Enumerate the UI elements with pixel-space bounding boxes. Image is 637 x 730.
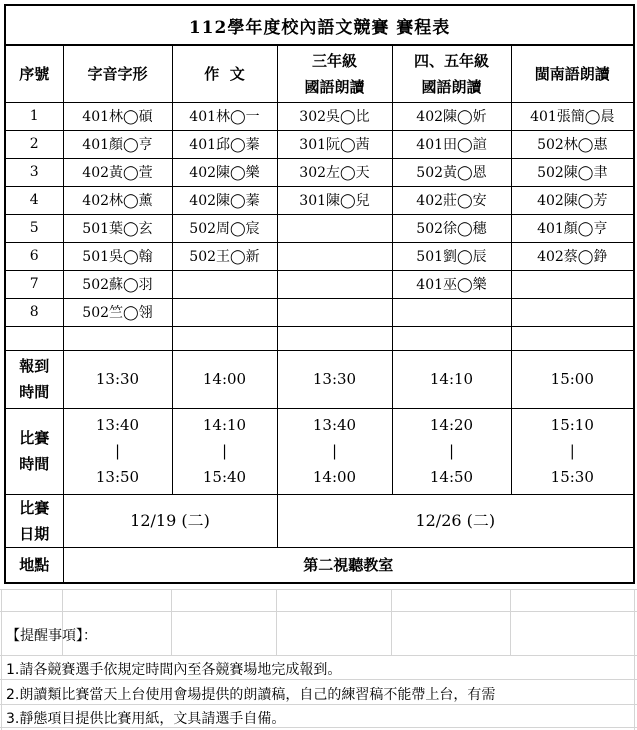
table-cell[interactable]: 401邱◯蓁	[172, 130, 277, 158]
gridline	[0, 704, 637, 705]
gridline	[0, 679, 637, 680]
sheet-title[interactable]: 112學年度校內語文競賽 賽程表	[5, 5, 634, 45]
table-cell[interactable]	[277, 298, 392, 326]
table-cell[interactable]: 502蘇◯羽	[63, 270, 172, 298]
gridline	[0, 589, 637, 590]
table-row	[5, 298, 634, 326]
header-col-grade3-line2: 國語朗讀	[304, 77, 365, 96]
gridline	[634, 589, 635, 730]
table-cell[interactable]	[277, 326, 392, 350]
row-number[interactable]: 8	[5, 298, 63, 326]
table-cell[interactable]: 401張簡◯晨	[511, 102, 634, 130]
venue-label-cell[interactable]	[5, 547, 63, 583]
table-row	[5, 102, 634, 130]
venue-label: 地點	[19, 555, 50, 574]
note-item[interactable]: 1.請各競賽選手依規定時間內至各競賽場地完成報到。	[6, 662, 342, 678]
table-cell[interactable]: 502竺◯翎	[63, 298, 172, 326]
table-cell[interactable]: 402陳◯蓁	[172, 186, 277, 214]
table-cell[interactable]	[5, 326, 63, 350]
header-col-zhuyin-label: 字音字形	[87, 64, 148, 83]
table-cell[interactable]	[511, 326, 634, 350]
header-col-essay[interactable]	[172, 45, 277, 102]
table-cell[interactable]: 402蔡◯錚	[511, 242, 634, 270]
table-cell[interactable]: 501葉◯玄	[63, 214, 172, 242]
note-item[interactable]: 2.朗讀類比賽當天上台使用會場提供的朗讀稿，自己的練習稿不能帶上台，有需	[6, 687, 496, 703]
report-time-cell[interactable]: 13:30	[277, 350, 392, 408]
table-cell[interactable]: 401林◯一	[172, 102, 277, 130]
gridline	[391, 589, 392, 655]
row-number[interactable]: 7	[5, 270, 63, 298]
header-seq-label: 序號	[19, 64, 50, 83]
table-cell[interactable]: 502徐◯穗	[392, 214, 511, 242]
header-col-essay-label: 作 文	[204, 64, 245, 83]
report-time-label-line1: 報到	[19, 357, 50, 375]
header-col-grade45-reading[interactable]	[392, 45, 511, 102]
match-start-time: 14:10	[202, 416, 247, 434]
match-end-time: 14:00	[312, 468, 357, 486]
time-separator: |	[569, 442, 575, 460]
note-item[interactable]: 3.靜態項目提供比賽用紙，文具請選手自備。	[6, 711, 286, 727]
header-col-grade3-line1: 三年級	[311, 51, 357, 70]
match-time-cell[interactable]	[392, 408, 511, 494]
gridline	[510, 589, 511, 655]
match-time-row	[5, 408, 634, 494]
header-col-grade3-reading[interactable]	[277, 45, 392, 102]
gridline	[276, 589, 277, 655]
table-cell[interactable]: 502陳◯聿	[511, 158, 634, 186]
header-seq[interactable]	[5, 45, 63, 102]
match-start-time: 13:40	[312, 416, 357, 434]
table-cell[interactable]: 502林◯惠	[511, 130, 634, 158]
report-time-row	[5, 350, 634, 408]
row-number[interactable]: 2	[5, 130, 63, 158]
table-cell[interactable]: 401顏◯亨	[63, 130, 172, 158]
row-number[interactable]: 4	[5, 186, 63, 214]
match-time-cell[interactable]	[63, 408, 172, 494]
table-cell[interactable]	[63, 326, 172, 350]
venue-row	[5, 547, 634, 583]
match-time-cell[interactable]	[172, 408, 277, 494]
gridline	[1, 589, 2, 730]
report-time-cell[interactable]: 13:30	[63, 350, 172, 408]
match-start-time: 15:10	[550, 416, 594, 434]
time-separator: |	[114, 442, 121, 460]
header-col-zhuyin[interactable]	[63, 45, 172, 102]
table-row	[5, 242, 634, 270]
table-cell[interactable]: 402莊◯安	[392, 186, 511, 214]
match-date-label-line2: 日期	[19, 524, 50, 543]
report-time-cell[interactable]: 15:00	[511, 350, 634, 408]
time-separator: |	[448, 442, 455, 460]
report-time-label[interactable]	[5, 350, 63, 408]
table-cell[interactable]: 302吳◯比	[277, 102, 392, 130]
gridline	[171, 589, 172, 655]
match-date-left[interactable]: 12/19 (二)	[63, 494, 277, 547]
header-col-minnan-label: 閩南語朗讀	[534, 64, 610, 83]
table-cell[interactable]	[172, 270, 277, 298]
table-cell[interactable]: 402陳◯樂	[172, 158, 277, 186]
match-time-cell[interactable]	[511, 408, 634, 494]
table-row	[5, 186, 634, 214]
table-cell[interactable]	[277, 242, 392, 270]
table-cell[interactable]	[277, 214, 392, 242]
table-cell[interactable]: 402陳◯芳	[511, 186, 634, 214]
time-separator: |	[221, 442, 228, 460]
match-date-row	[5, 494, 634, 547]
row-number[interactable]: 1	[5, 102, 63, 130]
table-cell[interactable]: 301陳◯兒	[277, 186, 392, 214]
table-cell[interactable]	[172, 298, 277, 326]
row-number[interactable]: 6	[5, 242, 63, 270]
table-cell[interactable]: 501劉◯辰	[392, 242, 511, 270]
table-cell[interactable]: 402林◯薰	[63, 186, 172, 214]
report-time-label-line2: 時間	[19, 383, 50, 401]
table-cell[interactable]	[392, 298, 511, 326]
row-number[interactable]: 3	[5, 158, 63, 186]
table-row	[5, 270, 634, 298]
table-cell[interactable]: 402黃◯萱	[63, 158, 172, 186]
match-date-label[interactable]	[5, 494, 63, 547]
gridline	[0, 655, 637, 656]
table-cell[interactable]: 501吳◯翰	[63, 242, 172, 270]
table-cell[interactable]: 401林◯碩	[63, 102, 172, 130]
table-cell[interactable]	[277, 270, 392, 298]
header-col-grade45-line2: 國語朗讀	[421, 77, 482, 96]
table-cell[interactable]: 402陳◯妡	[392, 102, 511, 130]
table-cell[interactable]: 302左◯天	[277, 158, 392, 186]
table-row-empty	[5, 326, 634, 350]
match-end-time: 15:30	[550, 468, 594, 486]
table-row	[5, 158, 634, 186]
header-col-minnan-reading[interactable]	[511, 45, 634, 102]
match-time-label-line1: 比賽	[19, 429, 50, 447]
table-cell[interactable]	[172, 326, 277, 350]
table-cell[interactable]	[392, 326, 511, 350]
table-cell[interactable]: 401田◯諠	[392, 130, 511, 158]
match-date-label-line1: 比賽	[19, 498, 50, 517]
table-cell[interactable]: 401顏◯亨	[511, 214, 634, 242]
table-cell[interactable]: 502黃◯恩	[392, 158, 511, 186]
venue-value[interactable]: 第二視聽教室	[63, 547, 634, 583]
match-time-cell[interactable]	[277, 408, 392, 494]
time-separator: |	[331, 442, 338, 460]
table-cell[interactable]: 401巫◯樂	[392, 270, 511, 298]
report-time-cell[interactable]: 14:00	[172, 350, 277, 408]
schedule-table	[4, 4, 635, 584]
match-time-label-line2: 時間	[19, 455, 50, 473]
table-cell[interactable]: 502周◯宸	[172, 214, 277, 242]
match-end-time: 13:50	[95, 468, 140, 486]
table-row	[5, 214, 634, 242]
table-cell[interactable]	[511, 298, 634, 326]
match-time-label[interactable]	[5, 408, 63, 494]
table-cell[interactable]: 502王◯新	[172, 242, 277, 270]
gridline	[62, 589, 63, 655]
table-cell[interactable]	[511, 270, 634, 298]
table-row	[5, 130, 634, 158]
report-time-cell[interactable]: 14:10	[392, 350, 511, 408]
table-cell[interactable]: 301阮◯茜	[277, 130, 392, 158]
match-end-time: 15:40	[202, 468, 247, 486]
header-col-grade45-line1: 四、五年級	[413, 51, 489, 70]
gridline	[0, 611, 637, 612]
match-start-time: 13:40	[95, 416, 140, 434]
match-date-right[interactable]: 12/26 (二)	[277, 494, 634, 547]
match-start-time: 14:20	[429, 416, 474, 434]
row-number[interactable]: 5	[5, 214, 63, 242]
match-end-time: 14:50	[429, 468, 474, 486]
notes-heading[interactable]: 【提醒事項】：	[6, 628, 97, 644]
